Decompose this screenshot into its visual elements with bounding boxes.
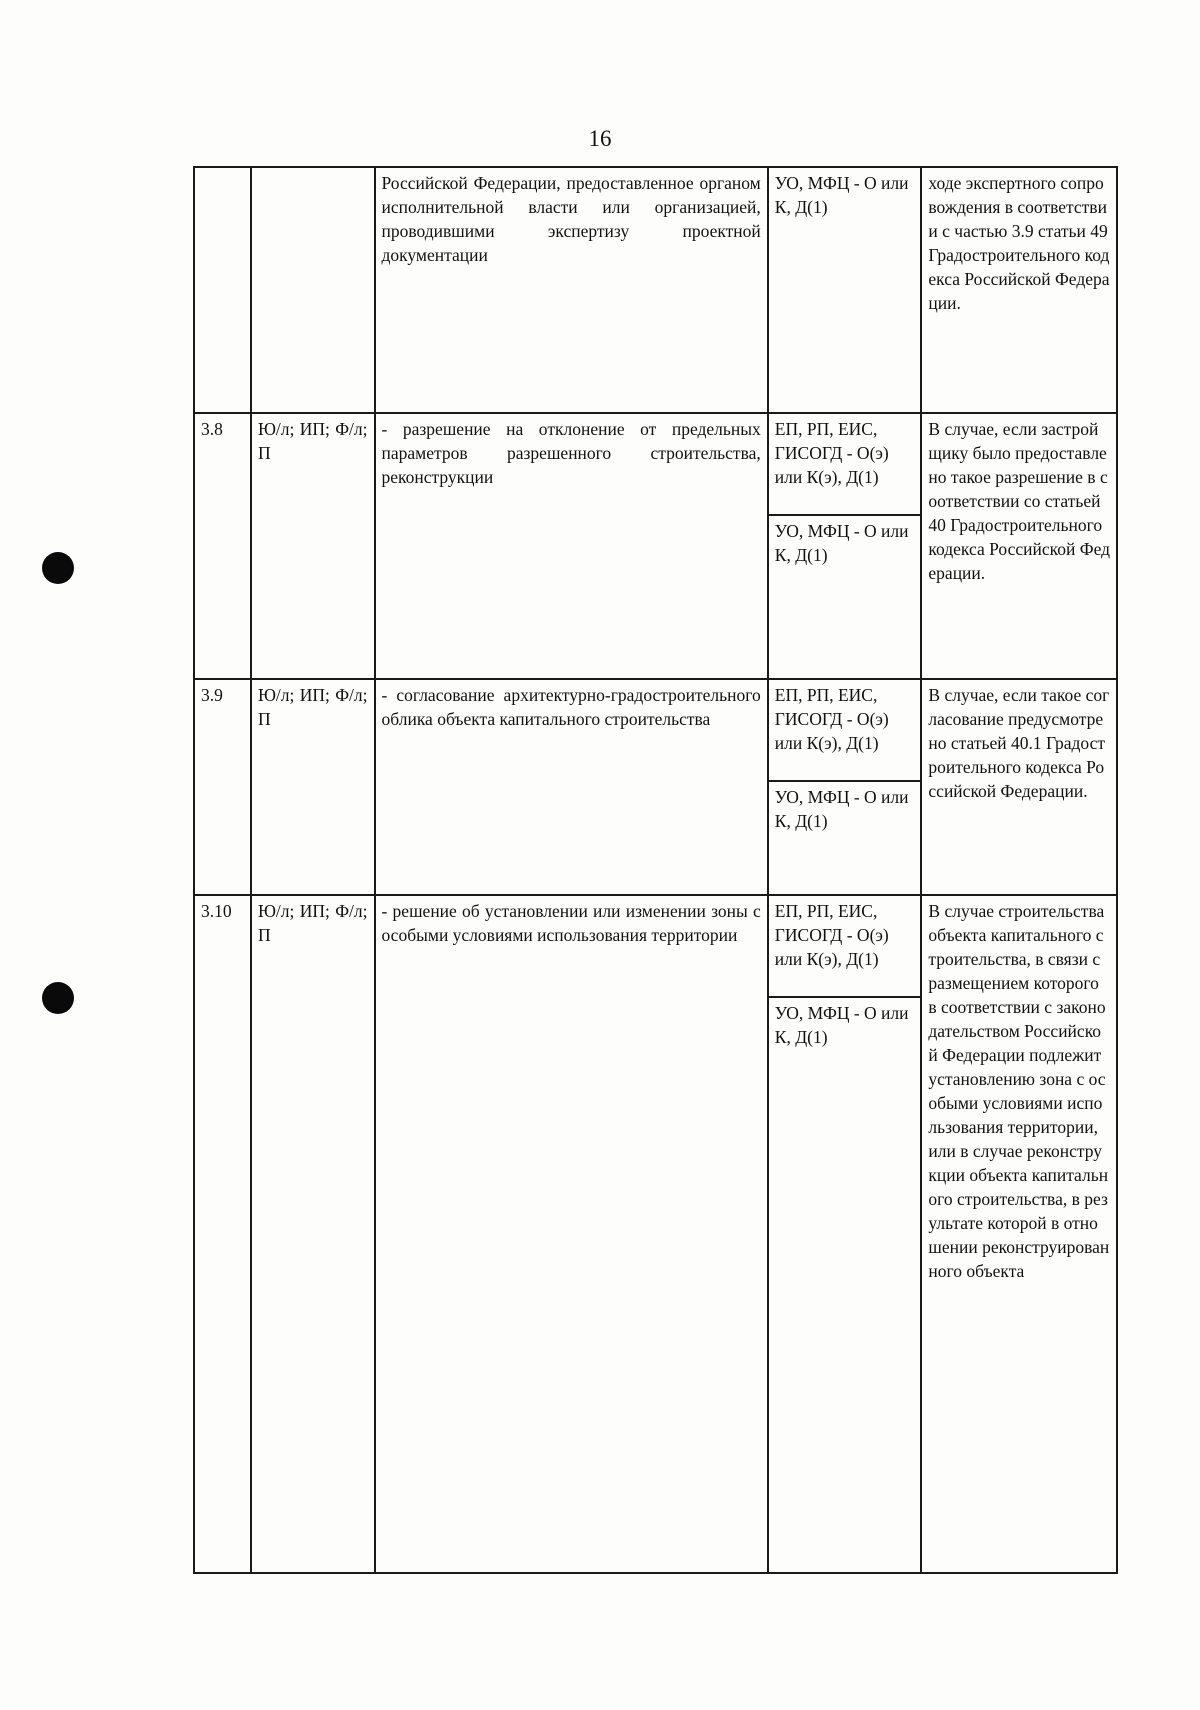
applicant-category: Ю/л; ИП; Ф/л; П xyxy=(251,413,375,679)
punch-hole-mark xyxy=(42,552,74,584)
submission-form-part: ЕП, РП, ЕИС, ГИСОГД - О(э) или К(э), Д(1) xyxy=(774,419,889,487)
submission-form-part: ЕП, РП, ЕИС, ГИСОГД - О(э) или К(э), Д(1) xyxy=(774,685,889,753)
submission-form xyxy=(768,413,922,679)
submission-form xyxy=(768,167,922,413)
document-description: - решение об установлении или изменении зоны с особыми условиями использования территории xyxy=(375,895,768,1573)
note: ходе экспертного сопровождения в соответствии с частью 3.9 статьи 49 Градостроительного кодекса Российской Федерации. xyxy=(921,167,1117,413)
note: В случае, если такое согласование предусмотрено статьей 40.1 Градостроительного кодекса Российской Федерации. xyxy=(921,679,1117,895)
table-row xyxy=(194,413,1117,679)
submission-form-part: ЕП, РП, ЕИС, ГИСОГД - О(э) или К(э), Д(1) xyxy=(774,901,889,969)
submission-form-part: УО, МФЦ - О или К, Д(1) xyxy=(769,514,921,569)
row-number: 3.10 xyxy=(194,895,251,1573)
row-number xyxy=(194,167,251,413)
applicant-category: Ю/л; ИП; Ф/л; П xyxy=(251,895,375,1573)
row-number: 3.9 xyxy=(194,679,251,895)
applicant-category: Ю/л; ИП; Ф/л; П xyxy=(251,679,375,895)
applicant-category xyxy=(251,167,375,413)
submission-form xyxy=(768,679,922,895)
note: В случае строительства объекта капитального строительства, в связи с размещением которого в соответствии с законодательством Российской Федерации подлежит установлению зона с особыми условиями использования территории, или в случае реконструкции объекта капитального строительства, в результате которой в отношении реконструированного объекта xyxy=(921,895,1117,1573)
submission-form-part: УО, МФЦ - О или К, Д(1) xyxy=(774,173,909,217)
submission-form-part: УО, МФЦ - О или К, Д(1) xyxy=(769,780,921,835)
row-number: 3.8 xyxy=(194,413,251,679)
table-row xyxy=(194,167,1117,413)
table-row xyxy=(194,679,1117,895)
documents-table xyxy=(193,166,1118,1574)
page-number: 16 xyxy=(588,126,612,151)
submission-form-part: УО, МФЦ - О или К, Д(1) xyxy=(769,996,921,1051)
document-description: Российской Федерации, предоставленное органом исполнительной власти или организацией, проводившими экспертизу проектной документации xyxy=(375,167,768,413)
document-description: - согласование архитектурно-градостроительного облика объекта капитального строительства xyxy=(375,679,768,895)
table-row xyxy=(194,895,1117,1573)
punch-hole-mark xyxy=(42,982,74,1014)
document-description: - разрешение на отклонение от предельных параметров разрешенного строительства, реконструкции xyxy=(375,413,768,679)
note: В случае, если застройщику было предоставлено такое разрешение в соответствии со статьей 40 Градостроительного кодекса Российской Федерации. xyxy=(921,413,1117,679)
submission-form xyxy=(768,895,922,1573)
